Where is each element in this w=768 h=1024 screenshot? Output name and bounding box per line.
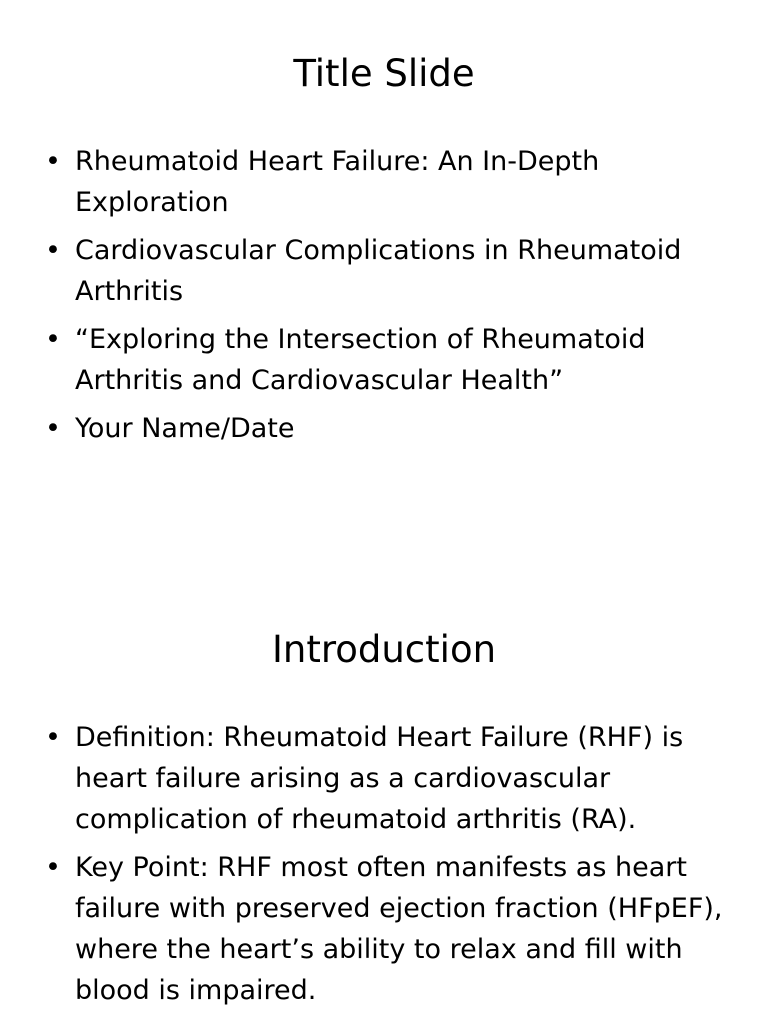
bullet-list — [0, 717, 768, 1018]
bullet-text: Rheumatoid Heart Failure: An In-Depth Exploration — [75, 146, 600, 218]
slide-title: Title Slide — [293, 52, 475, 95]
list-item — [0, 141, 768, 223]
slide-title: Introduction — [271, 628, 497, 671]
bullet-icon: • — [45, 852, 61, 883]
list-item — [0, 230, 768, 312]
bullet-text: Key Point: RHF most often manifests as heart failure with preserved ejection fraction (HFpEF), where the heart’s ability to relax and fill with blood is impaired. — [75, 852, 723, 1006]
bullet-icon: • — [45, 324, 61, 355]
bullet-icon: • — [45, 722, 61, 753]
bullet-text: “Exploring the Intersection of Rheumatoid Arthritis and Cardiovascular Health” — [75, 324, 646, 396]
bullet-text: Definition: Rheumatoid Heart Failure (RHF) is heart failure arising as a cardiovascular complication of rheumatoid arthritis (RA). — [75, 722, 684, 835]
bullet-icon: • — [45, 146, 61, 177]
list-item — [0, 319, 768, 401]
bullet-icon: • — [45, 413, 61, 444]
bullet-text: Your Name/Date — [75, 413, 295, 444]
list-item — [0, 847, 768, 1011]
list-item — [0, 717, 768, 840]
bullet-text: Cardiovascular Complications in Rheumatoid Arthritis — [75, 235, 682, 307]
bullet-icon: • — [45, 235, 61, 266]
slide-introduction — [0, 580, 768, 1024]
bullet-list — [0, 141, 768, 456]
list-item — [0, 408, 768, 449]
